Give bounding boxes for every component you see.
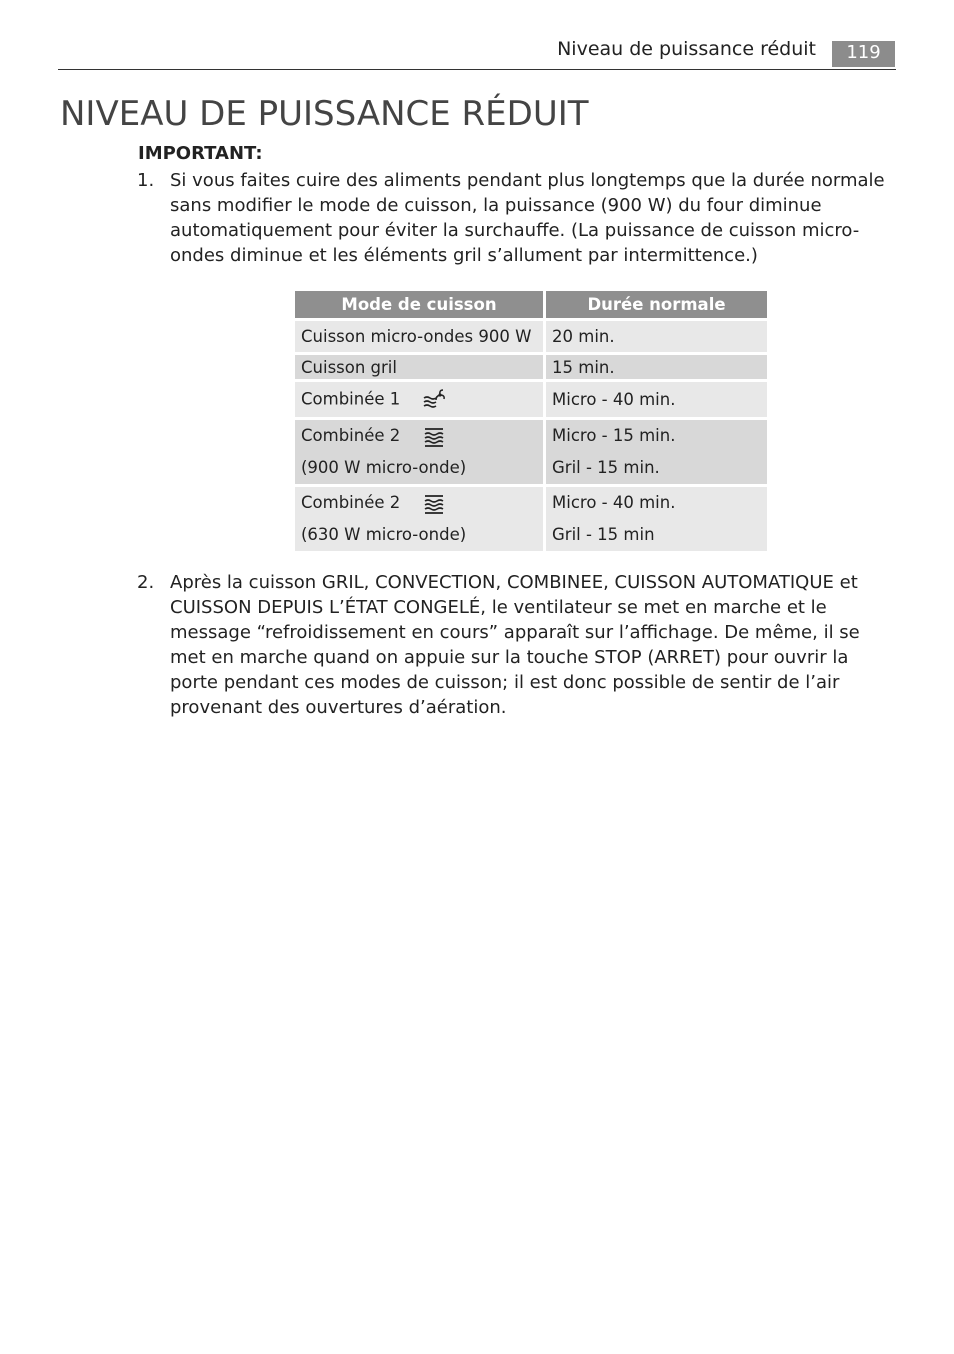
table-cell-duration xyxy=(546,321,767,352)
table-cell-duration xyxy=(546,382,767,417)
page-number: 119 xyxy=(832,41,895,67)
table-cell-text: Combinée 2 xyxy=(301,426,401,445)
table-cell-mode xyxy=(295,355,543,379)
table-row xyxy=(295,321,767,352)
table-cell-mode xyxy=(295,487,543,551)
table-cell-text: Gril - 15 min. xyxy=(552,458,660,477)
list-item-number: 2. xyxy=(137,572,155,593)
list-item-text: Après la cuisson GRIL, CONVECTION, COMBINEE, CUISSON AUTOMATIQUE et CUISSON DEPUIS L’ÉTAT CONGELÉ, le ventilateur se met en marche et le message “refroidissement en cours” apparaît sur l’affichage. De même, il se met en marche quand on appuie sur la touche STOP (ARRET) pour ouvrir la porte pendant ces modes de cuisson; il est donc possible de sentir de l’air provenant des ouvertures d’aération. xyxy=(170,572,860,718)
table-cell-line xyxy=(301,487,537,519)
important-label: IMPORTANT: xyxy=(138,143,263,164)
table-cell-mode xyxy=(295,420,543,484)
list-item-number: 1. xyxy=(137,170,155,191)
table-header-row xyxy=(295,291,767,318)
table-cell-text: Combinée 1 xyxy=(301,389,401,408)
table-row xyxy=(295,355,767,379)
table-cell-mode xyxy=(295,321,543,352)
table-cell-text: Micro - 15 min. xyxy=(552,426,676,445)
list-item-text: Si vous faites cuire des aliments pendant plus longtemps que la durée normale sans modifier le mode de cuisson, la puissance (900 W) du four diminue automatiquement pour éviter la surchauffe. (La puissance de cuisson micro-ondes diminue et les éléments gril s’allument par intermittence.) xyxy=(170,170,885,266)
table-cell-text: (630 W micro-onde) xyxy=(301,525,467,544)
table-cell-duration xyxy=(546,355,767,379)
table-row xyxy=(295,487,767,551)
table-cell-text: Gril - 15 min xyxy=(552,525,655,544)
table-header-duration: Durée normale xyxy=(546,291,767,318)
table-cell-text: Combinée 2 xyxy=(301,493,401,512)
table-cell-duration xyxy=(546,420,767,484)
table-cell-text: Cuisson gril xyxy=(301,357,397,377)
table-row xyxy=(295,382,767,417)
table-cell-text: 20 min. xyxy=(552,327,615,346)
page-title: NIVEAU DE PUISSANCE RÉDUIT xyxy=(60,94,589,134)
microwave-grill-icon xyxy=(422,425,446,449)
table-cell-text: Cuisson micro-ondes 900 W xyxy=(301,327,532,346)
header-rule xyxy=(58,69,896,70)
microwave-grill-icon xyxy=(422,492,446,516)
table-cell-mode xyxy=(295,382,543,417)
table-cell-text: (900 W micro-onde) xyxy=(301,458,467,477)
table-header-mode: Mode de cuisson xyxy=(295,291,543,318)
cooking-duration-table xyxy=(292,288,770,554)
header-section-title: Niveau de puissance réduit xyxy=(557,38,816,60)
table-cell-text: Micro - 40 min. xyxy=(552,493,676,512)
table-cell-text: Micro - 40 min. xyxy=(552,390,676,409)
table-cell-duration xyxy=(546,487,767,551)
microwave-convection-icon xyxy=(422,388,446,412)
table-row xyxy=(295,420,767,484)
table-cell-text: 15 min. xyxy=(552,357,615,377)
table-cell-line xyxy=(301,420,537,452)
